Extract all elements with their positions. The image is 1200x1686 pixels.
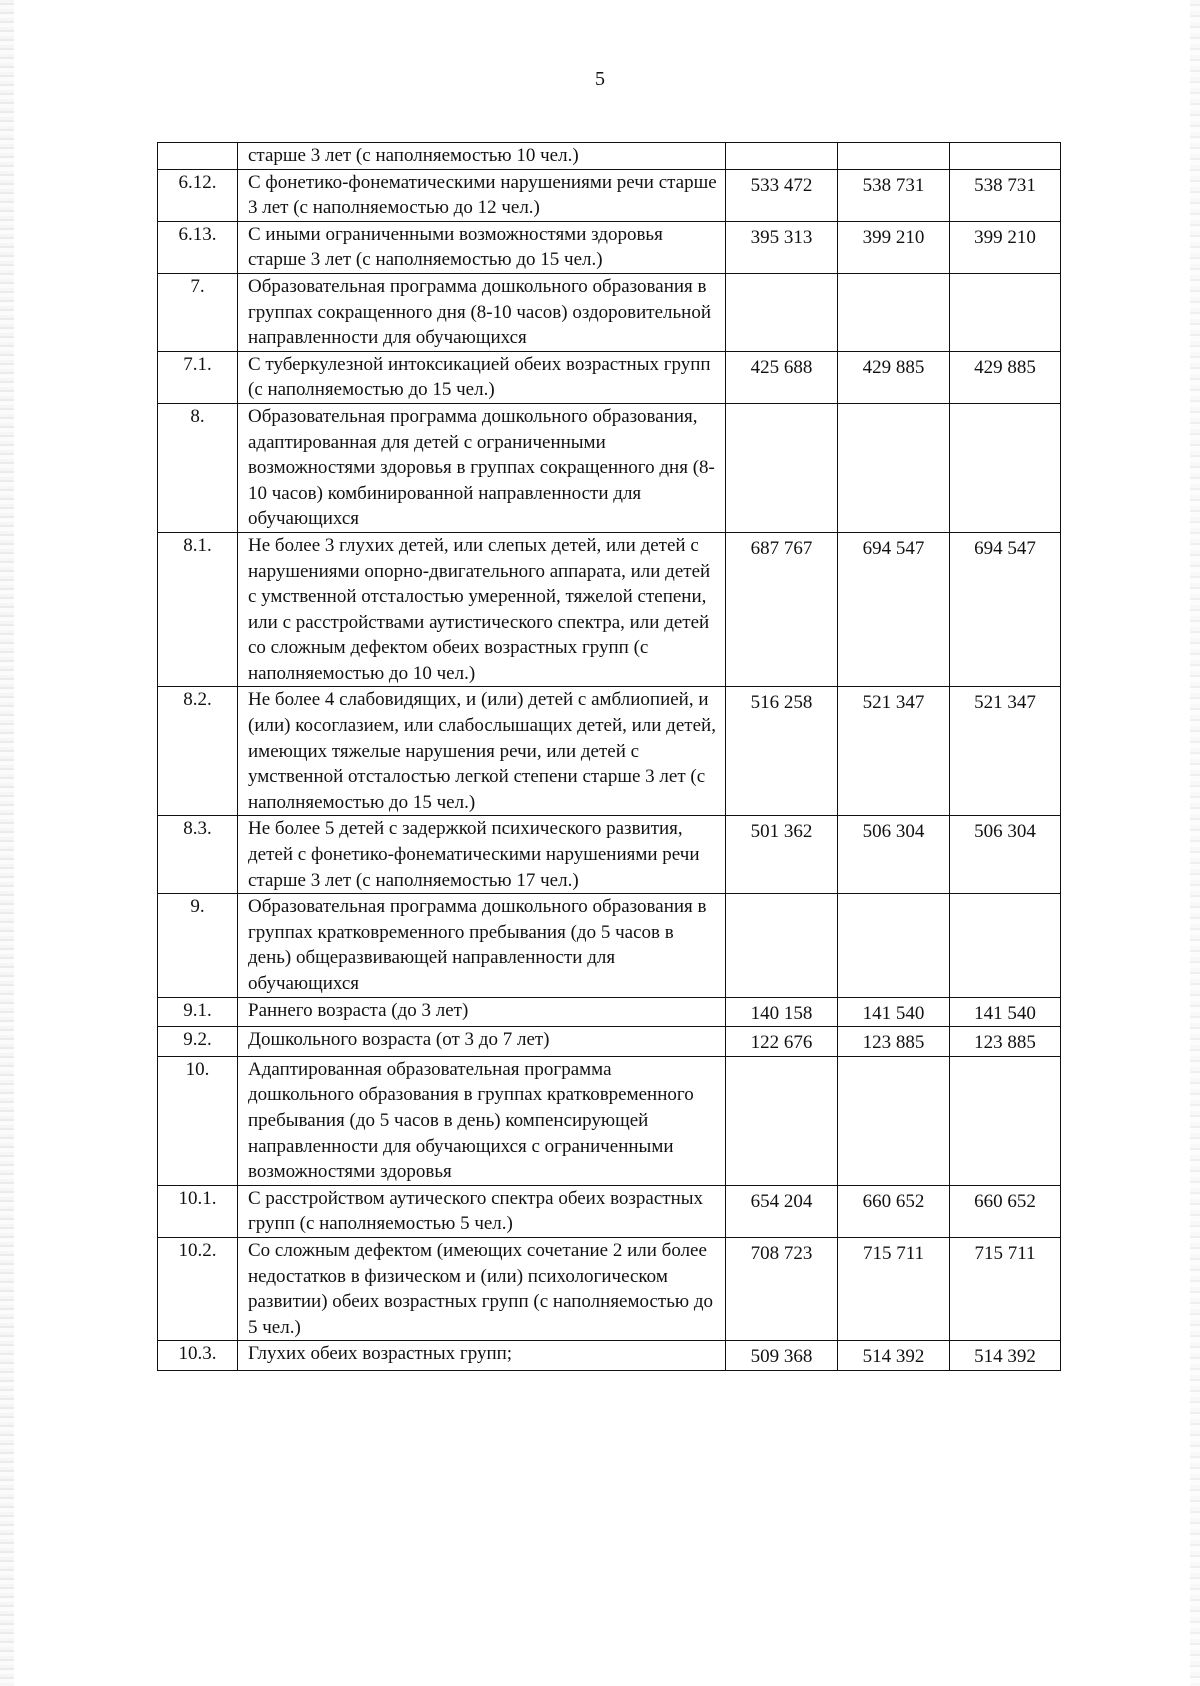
row-number: 8.3.: [158, 816, 238, 894]
row-value-2: 660 652: [838, 1185, 950, 1237]
table-row: [158, 1237, 1061, 1340]
row-description: Раннего возраста (до 3 лет): [238, 997, 726, 1027]
table-row: [158, 894, 1061, 997]
table-row: [158, 687, 1061, 816]
row-value-2: 123 885: [838, 1027, 950, 1057]
row-value-3: [950, 894, 1061, 997]
row-description: Глухих обеих возрастных групп;: [238, 1341, 726, 1371]
row-value-3: 521 347: [950, 687, 1061, 816]
row-number: 6.12.: [158, 169, 238, 221]
row-value-3: 429 885: [950, 351, 1061, 403]
row-value-1: 708 723: [726, 1237, 838, 1340]
table-row: [158, 816, 1061, 894]
row-value-1: 140 158: [726, 997, 838, 1027]
row-value-2: 694 547: [838, 532, 950, 687]
page-number: 5: [595, 68, 605, 90]
row-value-3: 123 885: [950, 1027, 1061, 1057]
row-value-3: 514 392: [950, 1341, 1061, 1371]
row-value-1: 122 676: [726, 1027, 838, 1057]
table-row: [158, 1185, 1061, 1237]
row-description: Образовательная программа дошкольного образования, адаптированная для детей с ограниченными возможностями здоровья в группах сокращенного дня (8-10 часов) комбинированной направленности для обучающихся: [238, 403, 726, 532]
row-value-1: 516 258: [726, 687, 838, 816]
table-row: [158, 997, 1061, 1027]
row-description: С расстройством аутического спектра обеих возрастных групп (с наполняемостью 5 чел.): [238, 1185, 726, 1237]
scan-edge-right: [1190, 0, 1200, 1686]
table-row: [158, 1027, 1061, 1057]
row-value-2: [838, 894, 950, 997]
table-row: [158, 1056, 1061, 1185]
row-number: 8.: [158, 403, 238, 532]
table-row: [158, 143, 1061, 170]
row-value-2: 521 347: [838, 687, 950, 816]
row-number: 9.: [158, 894, 238, 997]
row-number: 9.1.: [158, 997, 238, 1027]
row-value-3: 538 731: [950, 169, 1061, 221]
row-value-3: 399 210: [950, 221, 1061, 273]
row-number: 7.: [158, 273, 238, 351]
row-description: С туберкулезной интоксикацией обеих возрастных групп (с наполняемостью до 15 чел.): [238, 351, 726, 403]
row-number: 10.1.: [158, 1185, 238, 1237]
row-value-2: 429 885: [838, 351, 950, 403]
row-number: 8.2.: [158, 687, 238, 816]
row-number: 10.: [158, 1056, 238, 1185]
row-value-1: 501 362: [726, 816, 838, 894]
row-number: 8.1.: [158, 532, 238, 687]
row-value-3: 715 711: [950, 1237, 1061, 1340]
row-description: С иными ограниченными возможностями здоровья старше 3 лет (с наполняемостью до 15 чел.): [238, 221, 726, 273]
row-value-1: 395 313: [726, 221, 838, 273]
row-description: Адаптированная образовательная программа дошкольного образования в группах кратковременного пребывания (до 5 часов в день) компенсирующей направленности для обучающихся с ограниченными возможностями здоровья: [238, 1056, 726, 1185]
row-number: 10.2.: [158, 1237, 238, 1340]
row-value-2: 506 304: [838, 816, 950, 894]
row-number: 9.2.: [158, 1027, 238, 1057]
row-description: Образовательная программа дошкольного образования в группах кратковременного пребывания (до 5 часов в день) общеразвивающей направленности для обучающихся: [238, 894, 726, 997]
row-value-3: 141 540: [950, 997, 1061, 1027]
row-value-3: [950, 1056, 1061, 1185]
row-description: С фонетико-фонематическими нарушениями речи старше 3 лет (с наполняемостью до 12 чел.): [238, 169, 726, 221]
row-value-3: [950, 143, 1061, 170]
table-row: [158, 169, 1061, 221]
row-value-1: [726, 1056, 838, 1185]
row-description: Образовательная программа дошкольного образования в группах сокращенного дня (8-10 часов) оздоровительной направленности для обучающихся: [238, 273, 726, 351]
row-value-2: [838, 1056, 950, 1185]
row-value-2: [838, 403, 950, 532]
row-description: старше 3 лет (с наполняемостью 10 чел.): [238, 143, 726, 170]
table-row: [158, 532, 1061, 687]
row-value-2: [838, 273, 950, 351]
row-description: Не более 4 слабовидящих, и (или) детей с амблиопией, и (или) косоглазием, или слабослышащих детей, или детей, имеющих тяжелые нарушения речи, или детей с умственной отсталостью легкой степени старше 3 лет (с наполняемостью до 15 чел.): [238, 687, 726, 816]
row-value-3: 506 304: [950, 816, 1061, 894]
row-number: 6.13.: [158, 221, 238, 273]
row-value-3: 694 547: [950, 532, 1061, 687]
row-value-1: 533 472: [726, 169, 838, 221]
row-value-3: 660 652: [950, 1185, 1061, 1237]
row-value-2: [838, 143, 950, 170]
table-row: [158, 221, 1061, 273]
row-value-2: 715 711: [838, 1237, 950, 1340]
table-row: [158, 403, 1061, 532]
row-value-1: [726, 403, 838, 532]
row-value-2: 514 392: [838, 1341, 950, 1371]
row-value-1: 654 204: [726, 1185, 838, 1237]
row-number: 7.1.: [158, 351, 238, 403]
row-value-1: 687 767: [726, 532, 838, 687]
row-value-1: 509 368: [726, 1341, 838, 1371]
row-value-1: [726, 273, 838, 351]
table-row: [158, 1341, 1061, 1371]
row-value-2: 538 731: [838, 169, 950, 221]
row-value-2: 141 540: [838, 997, 950, 1027]
row-value-3: [950, 403, 1061, 532]
row-description: Не более 5 детей с задержкой психического развития, детей с фонетико-фонематическими нарушениями речи старше 3 лет (с наполняемостью 17 чел.): [238, 816, 726, 894]
row-value-2: 399 210: [838, 221, 950, 273]
row-value-3: [950, 273, 1061, 351]
table-row: [158, 351, 1061, 403]
table-row: [158, 273, 1061, 351]
row-description: Дошкольного возраста (от 3 до 7 лет): [238, 1027, 726, 1057]
row-number: [158, 143, 238, 170]
tariff-table: [157, 142, 1061, 1371]
scan-edge-left: [0, 0, 14, 1686]
row-description: Со сложным дефектом (имеющих сочетание 2 или более недостатков в физическом и (или) психологическом развитии) обеих возрастных групп (с наполняемостью до 5 чел.): [238, 1237, 726, 1340]
row-value-1: 425 688: [726, 351, 838, 403]
row-description: Не более 3 глухих детей, или слепых детей, или детей с нарушениями опорно-двигательного аппарата, или детей с умственной отсталостью умеренной, тяжелой степени, или с расстройствами аутистического спектра, или детей со сложным дефектом обеих возрастных групп (с наполняемостью до 10 чел.): [238, 532, 726, 687]
row-value-1: [726, 894, 838, 997]
row-value-1: [726, 143, 838, 170]
row-number: 10.3.: [158, 1341, 238, 1371]
